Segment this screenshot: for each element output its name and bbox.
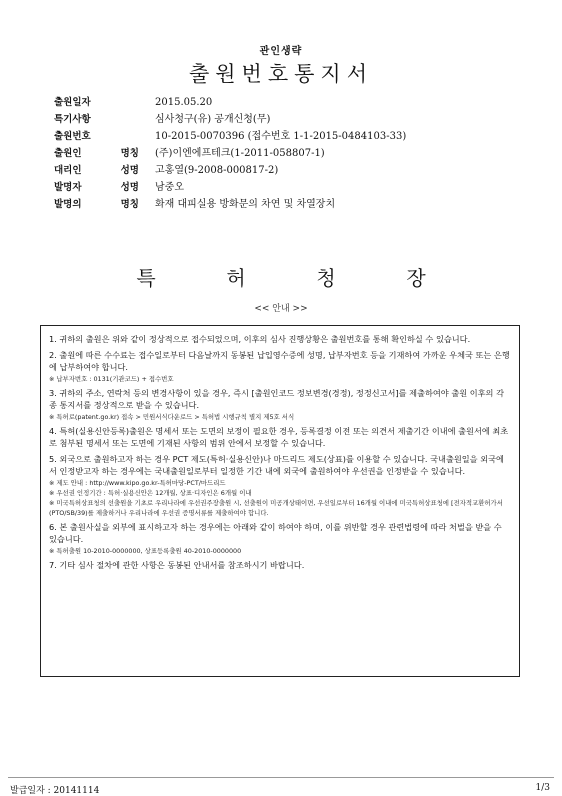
notice-item-2-text: 2. 출원에 따른 수수료는 접수일로부터 다음날까지 동봉된 납입영수증에 성명, 납부자번호 등을 기재하여 가까운 우체국 또는 은행에 납부하여야 합니다.: [49, 349, 510, 372]
info-label: 발명의 명칭: [54, 199, 139, 210]
info-value: 2015.05.20: [155, 97, 213, 108]
notice-item-1: 1. 귀하의 출원은 위와 같이 정상적으로 접수되었으며, 이후의 심사 진행상황은 출원번호를 통해 확인하실 수 있습니다.: [49, 334, 471, 344]
notice-item-4: 4. 특허(실용신안등록)출원은 명세서 또는 도면의 보정이 필요한 경우, 등록결정 이전 또는 의견서 제출기간 이내에 출원서에 최초로 첨부된 명세서 또는 도면에 기재된 사항의 범위 안에서 보정할 수 있습니다.: [49, 425, 509, 448]
document-title: 출원번호통지서: [188, 62, 373, 86]
page-number: 1/3: [535, 783, 550, 793]
info-row-application-number: [54, 128, 524, 145]
info-label: 특기사항: [54, 114, 91, 125]
office-char: 특: [136, 266, 156, 290]
notice-item-6: [49, 521, 511, 556]
issue-date: 발급일자 : 20141114: [10, 786, 100, 796]
info-label: 발명자 성명: [54, 182, 139, 193]
info-row-applicant: [54, 145, 524, 162]
notice-item-6-note: ※ 특허출원 10-2010-0000000, 상표등록출원 40-2010-0000000: [49, 546, 242, 555]
notice-item-3-note: ※ 특허로(patent.go.kr) 접속 > 민원서식다운로드 > 특허법 시행규칙 별지 제5호 서식: [49, 412, 295, 421]
info-label: 출원인 명칭: [54, 148, 139, 159]
notice-item-6-text: 6. 본 출원사실을 외부에 표시하고자 하는 경우에는 아래와 같이 하여야 하며, 이를 위반할 경우 관련법령에 따라 처벌을 받을 수 있습니다.: [49, 521, 502, 544]
notice-item-7: 7. 기타 심사 절차에 관한 사항은 동봉된 안내서를 참조하시기 바랍니다.: [49, 559, 305, 570]
info-value: 화재 대피실용 방화문의 차연 및 차열장치: [155, 199, 336, 210]
office-char: 장: [406, 266, 426, 290]
office-char: 허: [226, 266, 246, 290]
info-row-agent: [54, 162, 524, 179]
info-row-filing-date: [54, 94, 524, 111]
info-value: 남중오: [155, 182, 184, 193]
issuing-office: [0, 262, 562, 291]
notice-heading: << 안내 >>: [254, 304, 308, 314]
info-row-inventor: [54, 179, 524, 196]
notice-box: [40, 325, 520, 677]
notice-item-5-note-2: ※ 우선권 인정기간 : 특허·실용신안은 12개월, 상표·디자인은 6개월 이내: [49, 488, 252, 497]
notice-item-3: [49, 387, 511, 422]
info-row-invention-title: [54, 196, 524, 213]
notice-item-2-note: ※ 납부자번호 : 0131(기관코드) + 접수번호: [49, 374, 174, 383]
info-label: 출원일자: [54, 97, 91, 108]
application-info: [54, 94, 524, 213]
info-label: 출원번호: [54, 131, 91, 142]
notice-item-5-note-1: ※ 제도 안내 : http://www.kipo.go.kr-특허마당-PCT/마드리드: [49, 478, 226, 487]
notice-item-3-text: 3. 귀하의 주소, 연락처 등의 변경사항이 있을 경우, 즉시 [출원인코드 정보변경(경정), 정정신고서]를 제출하여야 출원 이후의 각종 통지서를 정상적으로 받을 수 있습니다.: [49, 387, 504, 410]
info-value: 심사청구(유) 공개신청(무): [155, 114, 271, 125]
info-value: (주)이엔에프테크(1-2011-058807-1): [155, 148, 325, 159]
notice-item-5: [49, 453, 511, 518]
notice-item-5-note-3: ※ 미국특허상표청의 선출원을 기초로 우리나라에 우선권주장출원 시, 선출원이 미공개상태이면, 우선일로부터 16개월 이내에 미국특허상표청에 [전자적교환허가서(PTO/SB/39)를 제출하거나 우리나라에 우선권 증명서류를 제출하여야 합니다.: [49, 498, 503, 517]
info-value: 고홍열(9-2008-000817-2): [155, 165, 279, 176]
info-row-special-notes: [54, 111, 524, 128]
notice-item-5-text: 5. 외국으로 출원하고자 하는 경우 PCT 제도(특허·실용신안)나 마드리드 제도(상표)를 이용할 수 있습니다. 국내출원일을 외국에서 인정받고자 하는 경우에는 국내출원일로부터 일정한 기간 내에 외국에 출원하여야 우선권을 인정받을 수 있습니다.: [49, 453, 504, 476]
office-char: 청: [316, 266, 336, 290]
info-label: 대리인 성명: [54, 165, 139, 176]
info-value: 10-2015-0070396 (접수번호 1-1-2015-0484103-33): [155, 131, 407, 142]
footer-divider: [8, 777, 554, 778]
page-subtitle: 관인생략: [259, 46, 303, 57]
notice-item-2: [49, 349, 511, 384]
